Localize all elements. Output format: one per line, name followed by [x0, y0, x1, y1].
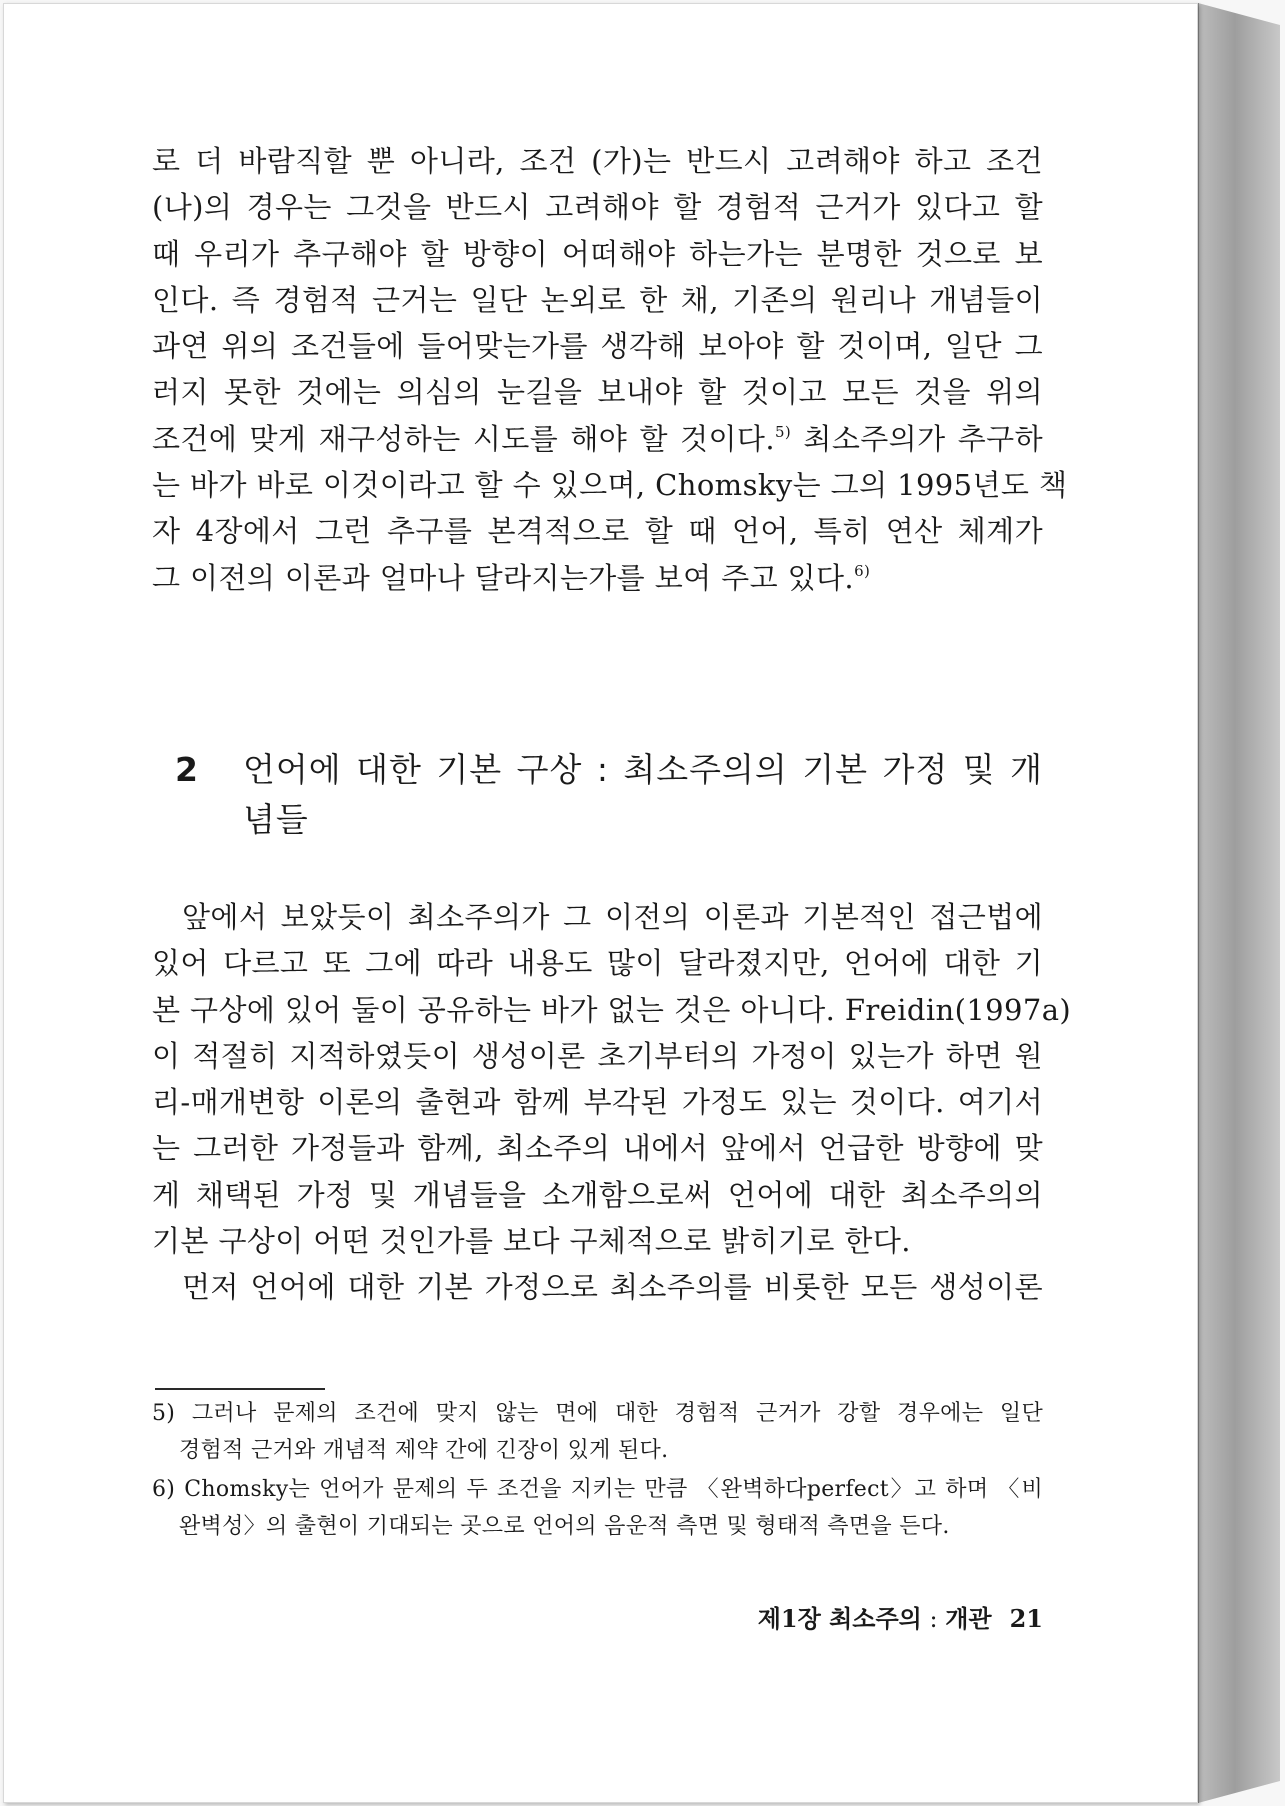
section-number: 2 — [175, 750, 198, 789]
text-line: (나)의 경우는 그것을 반드시 고려해야 할 경험적 근거가 있다고 할 — [152, 190, 1043, 225]
book-spine-line — [1198, 3, 1199, 1803]
text-line-with-footnote — [152, 555, 1043, 601]
text-segment: 그 이전의 이론과 얼마나 달라지는가를 보여 주고 있다. — [152, 560, 855, 595]
paragraph-1 — [152, 138, 1068, 601]
text-line: 는 그러한 가정들과 함께, 최소주의 내에서 앞에서 언급한 방향에 맞 — [152, 1131, 1043, 1166]
text-line: 때 우리가 추구해야 할 방향이 어떠해야 하는가는 분명한 것으로 보 — [152, 236, 1043, 271]
footnote-ref-5: 5) — [774, 422, 792, 441]
footnote-ref-6: 6) — [854, 561, 871, 580]
footnote-5 — [152, 1396, 1043, 1469]
text-segment: 조건에 맞게 재구성하는 시도를 해야 할 것이다. — [152, 421, 775, 456]
section-title-line: 언어에 대한 기본 구상 : 최소주의의 기본 가정 및 개 — [243, 750, 1043, 789]
footnote-line — [152, 1472, 1043, 1509]
text-line: 이 적절히 지적하였듯이 생성이론 초기부터의 가정이 있는가 하면 원 — [152, 1038, 1043, 1073]
paragraph-3-line: 먼저 언어에 대한 기본 가정으로 최소주의를 비롯한 모든 생성이론 — [182, 1270, 1043, 1305]
text-line: 자 4장에서 그런 추구를 본격적으로 할 때 언어, 특히 연산 체계가 — [152, 514, 1043, 549]
footer-chapter: 제1장 최소주의 — [757, 1604, 922, 1633]
text-line: 게 채택된 가정 및 개념들을 소개함으로써 언어에 대한 최소주의의 — [152, 1177, 1043, 1212]
text-line: 본 구상에 있어 둘이 공유하는 바가 없는 것은 아니다. Freidin(1997a) — [152, 992, 1072, 1027]
text-segment: 최소주의가 추구하 — [803, 421, 1043, 456]
footnote-line: 경험적 근거와 개념적 제약 간에 긴장이 있게 된다. — [179, 1437, 669, 1463]
footnote-line — [152, 1396, 1043, 1433]
section-title — [243, 745, 1043, 845]
footer-title: 개관 — [945, 1604, 992, 1633]
footnote-separator — [155, 1388, 325, 1390]
text-line: 있어 다르고 또 그에 따라 내용도 많이 달라졌지만, 언어에 대한 기 — [152, 946, 1043, 981]
footnote-6 — [152, 1472, 1043, 1545]
footnotes — [152, 1396, 1043, 1548]
footnote-text: Chomsky는 언어가 문제의 두 조건을 지키는 만큼 〈완벽하다perfect〉고 하며 〈비 — [184, 1477, 1044, 1502]
page-number: 21 — [1009, 1604, 1043, 1633]
text-line: 러지 못한 것에는 의심의 눈길을 보내야 할 것이고 모든 것을 위의 — [152, 375, 1043, 410]
footnote-number: 5) — [152, 1401, 176, 1426]
text-line: 앞에서 보았듯이 최소주의가 그 이전의 이론과 기본적인 접근법에 — [182, 900, 1043, 934]
text-line: 인다. 즉 경험적 근거는 일단 논외로 한 채, 기존의 원리나 개념들이 — [152, 282, 1043, 317]
footer-separator: : — [921, 1605, 946, 1633]
text-line: 과연 위의 조건들에 들어맞는가를 생각해 보아야 할 것이며, 일단 그 — [152, 329, 1043, 364]
footnote-line: 완벽성〉의 출현이 기대되는 곳으로 언어의 음운적 측면 및 형태적 측면을 든다. — [179, 1513, 950, 1539]
footnote-text: 그러나 문제의 조건에 맞지 않는 면에 대한 경험적 근거가 강할 경우에는 일단 — [191, 1401, 1044, 1426]
text-line-with-footnote — [152, 416, 1043, 462]
footnote-number: 6) — [152, 1477, 176, 1502]
section-title-line: 념들 — [243, 800, 309, 839]
paragraph-2 — [152, 894, 1072, 1311]
text-line: 는 바가 바로 이것이라고 할 수 있으며, Chomsky는 그의 1995년도 책 — [152, 468, 1068, 503]
book-page-edges — [1198, 3, 1280, 1803]
text-line: 기본 구상이 어떤 것인가를 보다 구체적으로 밝히기로 한다. — [152, 1224, 911, 1259]
text-line: 로 더 바람직할 뿐 아니라, 조건 (가)는 반드시 고려해야 하고 조건 — [152, 144, 1043, 178]
text-line: 리-매개변항 이론의 출현과 함께 부각된 가정도 있는 것이다. 여기서 — [152, 1085, 1043, 1120]
running-footer — [700, 1599, 1043, 1634]
